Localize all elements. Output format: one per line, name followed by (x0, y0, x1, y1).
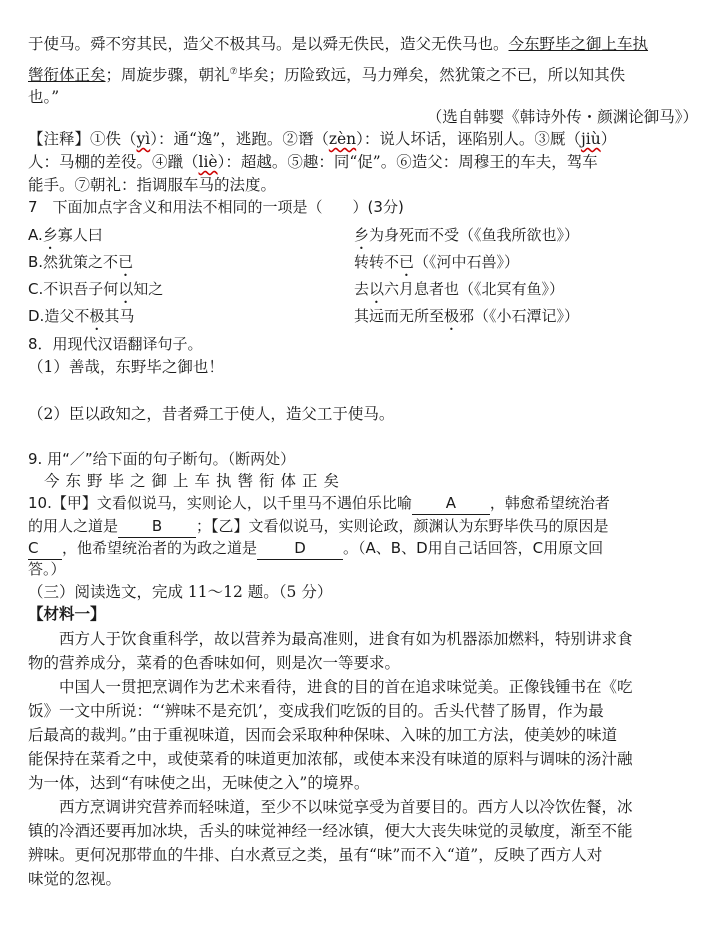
q7-option-a: A.乡寡人曰 (28, 226, 103, 244)
paragraph-2-line-1: 中国人一贯把烹调作为艺术来看待，进食的目的首在追求味觉美。正像钱锺书在《吃 (28, 678, 633, 696)
notes-line-1: 【注释】①佚（yì）：通“逸”，逃跑。②谮（zèn）：说人坏话，诬陷别人。③厩（jiù） (28, 130, 617, 148)
paragraph-2-line-5: 为一体，达到“有味使之出，无味使之入”的境界。 (28, 774, 370, 792)
paragraph-1-line-1: 西方人于饮食重科学，故以营养为最高准则，进食有如为机器添加燃料，特别讲求食 (28, 630, 633, 648)
blank-a[interactable]: A (412, 492, 490, 515)
paragraph-2-line-2: 饭》一文中所说：“‘辨味不是充饥’，变成我们吃饭的目的。舌头代替了肠胃，作为最 (28, 702, 604, 720)
passage-line-2: 辔衔体正矣；周旋步骤，朝礼⑦毕矣；历险致远，马力殚矣，然犹策之不已，所以知其佚 (28, 66, 626, 85)
paragraph-1-line-2: 物的营养成分，菜肴的色香味如何，则是次一等要求。 (28, 654, 401, 672)
blank-c[interactable]: C (28, 537, 62, 560)
q10-line-2: 的用人之道是 B ；【乙】文看似说马，实则论政，颜渊认为东野毕佚马的原因是 (28, 515, 609, 538)
q7-option-b: B.然犹策之不已 (28, 253, 134, 271)
paragraph-3-line-2: 镇的冷酒还要再加冰块，舌头的味觉神经一经冰镇，便大大丧失味觉的灵敏度，渐至不能 (28, 822, 633, 840)
q8-sentence-2: （2）臣以政知之，昔者舜工于使人，造父工于使马。 (28, 405, 395, 423)
paragraph-2-line-3: 后最高的裁判。”由于重视味道，因而会采取种种保味、入味的加工方法，使美妙的味道 (28, 726, 618, 744)
footnote-marker: ⑦ (229, 67, 238, 77)
q9-stem: 9. 用“／”给下面的句子断句。（断两处） (28, 450, 296, 468)
passage-line-1: 于使马。舜不穷其民，造父不极其马。是以舜无佚民，造父无佚马也。今东野毕之御上车执 (28, 35, 649, 53)
blank-d[interactable]: D (257, 537, 343, 560)
notes-line-3: 能手。⑦朝礼：指调服车马的法度。 (28, 176, 277, 194)
underlined-sentence: 今东野毕之御上车执 (508, 35, 649, 53)
q7-option-b-compare: 转转不已（《河中石兽》） (354, 253, 520, 271)
q10-line-4: 答。） (28, 560, 66, 578)
q10-line-3: C ，他希望统治者的为政之道是 D 。（A、B、D用自己话回答，C用原文回 (28, 537, 603, 560)
q7-option-c: C.不识吾子何以知之 (28, 280, 164, 298)
paragraph-2-line-4: 能保持在菜肴之中，或使菜肴的味道更加浓郁，或使本来没有味道的原料与调味的汤汁融 (28, 750, 633, 768)
notes-line-2: 人：马棚的差役。④躐（liè）：超越。⑤趣：同“促”。⑥造父：周穆王的车夫，驾车 (28, 153, 598, 171)
paragraph-3-line-3: 辨味。更何况那带血的牛排、白水煮豆之类，虽有“味”而不入“道”，反映了西方人对 (28, 846, 603, 864)
q7-option-c-compare: 去以六月息者也（《北冥有鱼》） (354, 280, 565, 298)
paragraph-3-line-4: 味觉的忽视。 (28, 870, 122, 888)
q7-option-d-compare: 其远而无所至极邪（《小石潭记》） (354, 307, 580, 325)
q9-sentence: 今东野毕之御上车执辔衔体正矣 (44, 472, 346, 490)
material-heading: 【材料一】 (28, 604, 106, 623)
passage-source: （选自韩婴《韩诗外传・颜渊论御马》） (426, 108, 698, 126)
blank-b[interactable]: B (118, 515, 196, 538)
passage-line-3: 也。” (28, 88, 60, 106)
q8-sentence-1: （1）善哉，东野毕之御也！ (28, 358, 224, 376)
paragraph-3-line-1: 西方烹调讲究营养而轻味道，至少不以味觉享受为首要目的。西方人以冷饮佐餐，冰 (28, 798, 633, 816)
q7-stem: 7 下面加点字含义和用法不相同的一项是（ ）(3分) (28, 198, 404, 216)
underlined-sentence-end: 辔衔体正矣 (28, 66, 106, 85)
section3-heading: （三）阅读选文，完成 11～12 题。（5 分） (28, 583, 333, 601)
q7-option-a-compare: 乡为身死而不受（《鱼我所欲也》） (354, 226, 580, 244)
q8-stem: 8．用现代汉语翻译句子。 (28, 335, 203, 353)
q10-line-1: 10.【甲】文看似说马，实则论人，以千里马不遇伯乐比喻 A ，韩愈希望统治者 (28, 492, 610, 515)
q7-option-d: D.造父不极其马 (28, 307, 135, 325)
